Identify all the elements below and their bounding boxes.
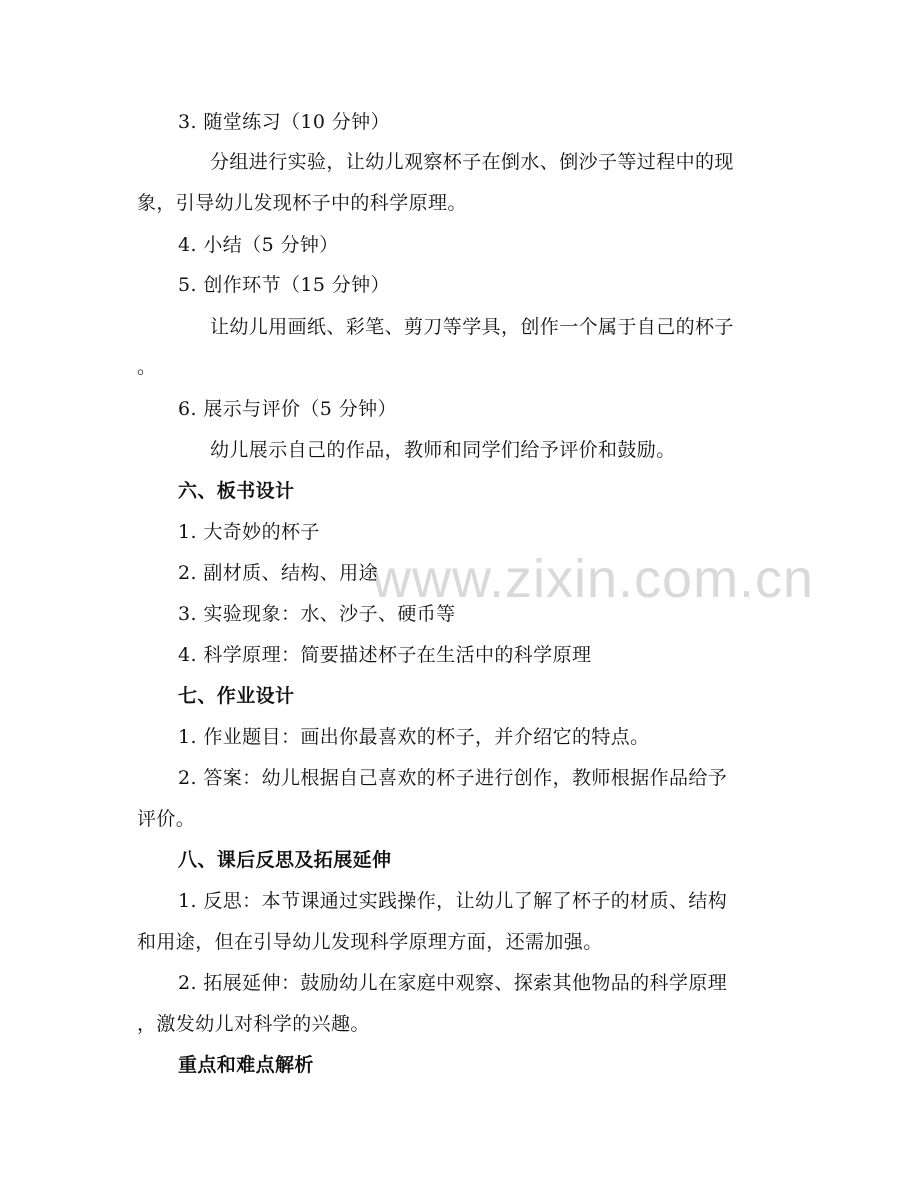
paragraph-text: 象，引导幼儿发现杯子中的科学原理。: [137, 192, 467, 214]
paragraph-text: 和用途，但在引导幼儿发现科学原理方面，还需加强。: [137, 931, 603, 953]
paragraph-text: 评价。: [137, 808, 196, 830]
paragraph-text: 分组进行实验，让幼儿观察杯子在倒水、倒沙子等过程中的现: [210, 151, 734, 173]
section-heading-reflection: 八、课后反思及拓展延伸: [178, 849, 392, 871]
paragraph-text: ，激发幼儿对科学的兴趣。: [137, 1013, 370, 1035]
list-item: 2. 答案：幼儿根据自己喜欢的杯子进行创作，教师根据作品给予: [178, 767, 728, 789]
list-item-creation: 5. 创作环节（15 分钟）: [178, 274, 390, 296]
list-item: 1. 大奇妙的杯子: [178, 521, 320, 543]
list-item: 4. 科学原理：简要描述杯子在生活中的科学原理: [178, 644, 592, 666]
list-item: 1. 作业题目：画出你最喜欢的杯子，并介绍它的特点。: [178, 726, 650, 748]
list-item: 1. 反思：本节课通过实践操作，让幼儿了解了杯子的材质、结构: [178, 890, 728, 912]
paragraph-text: 幼儿展示自己的作品，教师和同学们给予评价和鼓励。: [210, 439, 676, 461]
paragraph-text: 。: [137, 356, 157, 378]
list-item: 3. 实验现象：水、沙子、硬币等: [178, 603, 456, 625]
section-heading-key-points: 重点和难点解析: [178, 1054, 314, 1076]
section-heading-board-design: 六、板书设计: [178, 480, 295, 502]
paragraph-text: 让幼儿用画纸、彩笔、剪刀等学具，创作一个属于自己的杯子: [210, 316, 734, 338]
section-heading-homework: 七、作业设计: [178, 685, 295, 707]
list-item: 2. 拓展延伸：鼓励幼儿在家庭中观察、探索其他物品的科学原理: [178, 972, 728, 994]
list-item-summary: 4. 小结（5 分钟）: [178, 234, 339, 256]
list-item-display: 6. 展示与评价（5 分钟）: [178, 398, 397, 420]
list-item-practice: 3. 随堂练习（10 分钟）: [178, 111, 390, 133]
watermark: www.zixin.com.cn: [372, 549, 815, 609]
list-item: 2. 副材质、结构、用途: [178, 562, 378, 584]
